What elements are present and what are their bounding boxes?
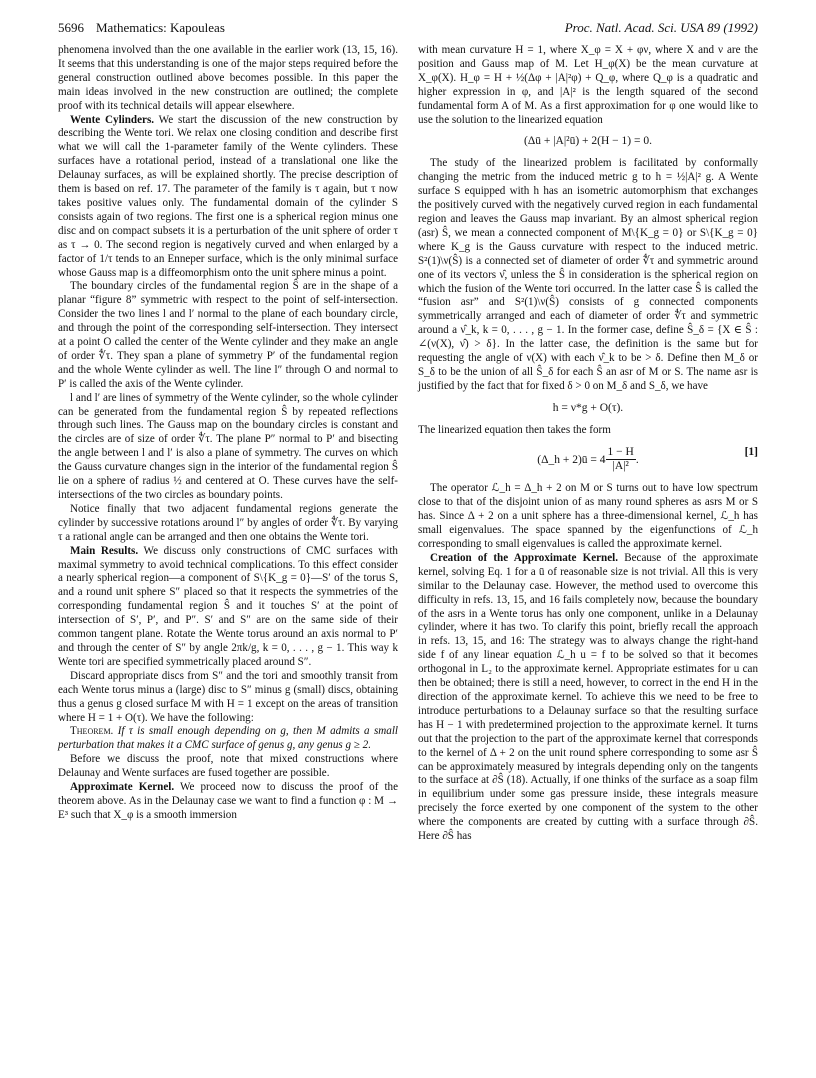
equation-fraction [606, 446, 636, 475]
equation-label: [1] [744, 445, 758, 458]
page-number: 5696 [58, 20, 84, 35]
equation-lhs: (Δ_h + 2)ū = 4 [537, 453, 606, 466]
section-heading: Main Results. [70, 544, 139, 557]
left-column [58, 44, 398, 823]
paragraph-approximate-kernel: Approximate Kernel. We proceed now to discuss the proof of the theorem above. As in the Delaunay case we want to find a function φ : M → E³ such that X_φ is a smooth immersion [58, 781, 398, 821]
section-title: Mathematics: Kapouleas [96, 20, 225, 35]
paragraph: The operator ℒ_h = Δ_h + 2 on M or S turns out to have low spectrum close to that of the disjoint union of as many round spheres as asrs M or S has. Since Δ + 2 on a unit sphere has a three-dimensional kernel, ℒ_h has small eigenvalues. The space spanned by the eigenfunctions of ℒ_h corresponding to small eigenvalues is called the approximate kernel. [418, 482, 758, 550]
paragraph: The linearized equation then takes the form [418, 423, 611, 436]
paragraph: l and l′ are lines of symmetry of the Wente cylinder, so the whole cylinder can be generated from the fundamental region Ŝ by repeated reflections through such lines. The Gauss map on the boundary circles is constant and the circles are of size of order ∜τ. The plane P″ normal to P′ and bisecting the angle between l and l′ is also a plane of symmetry. The curves on which the Gauss curvature changes sign in the interior of the fundamental region Ŝ lie on a sphere of radius ½ and centered at O. These curves have the self-intersections of the two circles as boundary points. [58, 391, 398, 501]
linearized-equation: (Δū + |A|²ū) + 2(H − 1) = 0. [524, 135, 652, 148]
paragraph: The boundary circles of the fundamental region Ŝ are in the shape of a planar “figure 8” symmetric with respect to the point of self-intersection. Consider the two lines l and l′ normal to the plane of each boundary circle, and through the point of the corresponding self-intersection. They intersect at a point O called the center of the Wente cylinder and they make an angle of order ∜τ. They span a plane of symmetry P′ of the fundamental region and the whole Wente cylinder as well. The line l″ through O and normal to P′ is called the axis of the Wente cylinder. [58, 280, 398, 390]
paragraph-wente-cylinders: Wente Cylinders. We start the discussion of the new construction by describing the Wente tori. We relax one closing condition and describe first what we will call the 1-parameter family of the Wente cylinders. These surfaces have a rotational period, instead of a translational one like the Delaunay surfaces, as will be explained shortly. The precise description of them is based on ref. 17. The parameter of the family is τ again, but τ now takes positive values only. The fundamental domain of the cylinder S consists again of two regions. The first one is a spherical region minus one disc and on compact subsets it is a perturbation of the unit sphere of order τ as τ → 0. The second region is negatively curved and when enlarged by a factor of 1/τ tends to an Enneper surface, which is the only minimal surface whose Gauss map is a diffeomorphism onto the unit sphere minus a point. [58, 113, 399, 279]
section-heading: Creation of the Approximate Kernel. [430, 551, 618, 564]
paragraph-creation: Creation of the Approximate Kernel. Because of the approximate kernel, solving Eq. 1 for a ū of reasonable size is not trivial. All this is very similar to the Delaunay case. However, the method used to overcome this difficulty in refs. 13, 15, and 16 fails completely now, because the boundary of the asrs in a Wente torus has only one component, unlike in a Delaunay cylinder, where it has two. To clarify this point, briefly recall the approach in refs. 13, 15, and 16: The strategy was to always change the right-hand side f of any linear equation ℒ_h u = f to be solved so that it becomes orthogonal in L₂ to the approximate kernel. Appropriate estimates for u can then be obtained; there is still a need, however, to correct in the end H in the direction of the approximate kernel. To achieve this we need to be free to introduce perturbations to a Delaunay surface so that the resulting surface has H − 1 with predetermined projection to the approximate kernel. It turns out that the projection to the part of the approximate kernel that corresponds to the kernel of Δ + 2 on the unit round sphere corresponding to some asr Ŝ can be approximately measured by integrals depending only on the tangents to the surface at ∂Ŝ (18). Actually, if one thinks of the surface as a soap film in equilibrium under some gas pressure inside, these integrals measure precisely the force exerted by one component of the system to the other where the components are created by cutting with a surface through ∂Ŝ. Here ∂Ŝ has [418, 551, 758, 843]
metric-equation: h = ν*g + O(τ). [552, 401, 624, 414]
fraction-denominator: |A|² [612, 460, 629, 473]
paragraph: The study of the linearized problem is facilitated by conformally changing the metric from the induced metric g to h = ½|A|² g. A Wente surface S equipped with h has an isometric automorphism that exchanges the positively curved with the negatively curved region in each fundamental region and leaves the Gauss map invariant. By an almost spherical region (asr) Ŝ, we mean a connected component of M\{K_g = 0} or S\{K_g = 0} where K_g is the Gauss curvature with respect to the induced metric. S²(1)\ν(Ŝ) is a connected set of diameter of order ∜τ and symmetric around one of its vectors ν̂, unless the Ŝ in consideration is the spherical region on which the fusion of the Wente tori occurred. In the latter case Ŝ is called the “fusion asr” and S²(1)\ν(Ŝ) consists of g connected components symmetrically arranged and each of diameter of order ∜τ and symmetric around a ν̂_k, k = 0, . . . , g − 1. In the former case, define Ŝ_δ = {X ∈ Ŝ : ∠(ν(X), ν̂) > δ}. In the latter case, the definition is the same but for requesting the angle of ν(X) with each ν̂_k to be > δ. Define then M_δ or S_δ to be the union of all Ŝ_δ for each Ŝ an asr of M or S. The name asr is justified by the fact that for fixed δ > 0 on M_δ and S_δ, we have [418, 157, 758, 392]
section-heading: Wente Cylinders. [70, 113, 155, 126]
running-header [58, 20, 758, 40]
theorem-statement: If τ is small enough depending on g, then M admits a small perturbation that makes it a CMC surface of genus g, any genus g ≥ 2. [58, 725, 398, 752]
right-column [418, 44, 758, 844]
paragraph: Notice finally that two adjacent fundamental regions generate the cylinder by successive rotations around l″ by angles of order ∜τ. By varying τ a rational angle can be arranged and then one obtains the Wente tori. [58, 502, 398, 543]
paragraph-main-results: Main Results. We discuss only constructions of CMC surfaces with maximal symmetry to avoid technical complications. To this effect consider a nearly spherical region—a component of S\{K_g = 0}—S′ of the torus S, and a round unit sphere S″ placed so that it respects the symmetries of the corresponding fundamental region Ŝ and it touches S′ at the point of intersection of S′, P′, and P″. S′ and S″ are on the same side of their common tangent plane. Rotate the Wente torus around an axis normal to P′ and through the center of S″ by angle 2πk/g, k = 0, . . . , g − 1. This way k Wente tori are specified symmetrically placed around S″. [58, 544, 398, 668]
theorem [58, 725, 398, 753]
section-heading: Approximate Kernel. [70, 781, 175, 794]
fraction-numerator: 1 − H [606, 446, 636, 461]
equation-1: (Δ_h + 2)ū = 4 $\frac{1 - H}{\text{|A|²}}$ . [1] [537, 445, 758, 473]
theorem-label: Theorem. [70, 725, 114, 738]
paragraph: Discard appropriate discs from S″ and the tori and smoothly transit from each Wente torus minus a (large) disc to S″ minus g (small) discs, obtaining thus a genus g closed surface M with H = 1 except on the areas of transition where H = 1 + O(τ). We have the following: [58, 669, 398, 724]
paragraph: Before we discuss the proof, note that mixed constructions where Delaunay and Wente surfaces are fused together are possible. [58, 753, 398, 780]
journal-citation: Proc. Natl. Acad. Sci. USA 89 (1992) [564, 20, 758, 35]
paragraph: phenomena involved than the one available in the earlier work (13, 15, 16). It seems that this understanding is one of the major steps required before the general construction outlined above becomes possible. In this paper the main ideas involved in the new construction are outlined; the complete proof with its technical details will appear elsewhere. [58, 44, 398, 112]
paragraph: with mean curvature H = 1, where X_φ = X + φν, where X and ν are the position and Gauss map of M. Let H_φ(X) be the mean curvature at X_φ(X). H_φ = H + ½(Δφ + |A|²φ) + Q_φ, where Q_φ is a quadratic and higher expression in φ, and |A|² is the length squared of the second fundamental form A of M. As a first approximation for φ one would like to use the solution to the linearized equation [418, 44, 758, 126]
